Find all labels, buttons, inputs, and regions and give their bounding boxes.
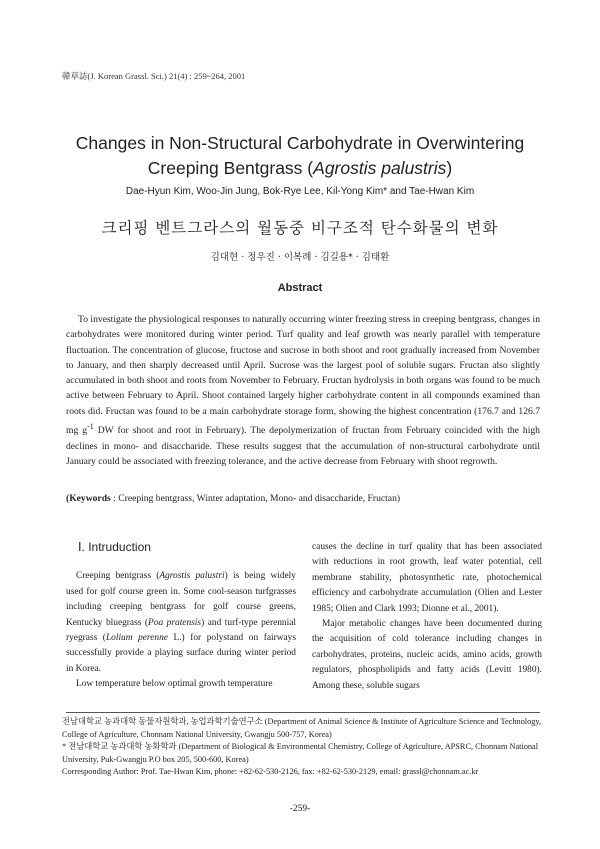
keywords-label: (Keywords (66, 493, 111, 504)
footnote-affiliation-2: * 전남대학교 농과대학 농화학과 (Department of Biological & Environmental Chemistry, College of Agriculture, APSRC, Chonnam National University, Puk-Gwangju P.O box 205, 500-600, Korea) (62, 742, 539, 764)
right-paragraph-1: causes the decline in turf quality that has been associated with reductions in root growth, leaf water potential, cell membrane stability, photosynthetic rate, photochemical efficiency and carbohydrate accumulation (Olien and Lester 1985; Olien and Clark 1993; Dionne et al., 2001). (312, 542, 542, 614)
authors-english: Dae-Hyun Kim, Woo-Jin Jung, Bok-Rye Lee, Kil-Yong Kim* and Tae-Hwan Kim (125, 186, 475, 197)
paper-title-line2 (30, 158, 570, 179)
species-lolium: Lolium perenne (105, 633, 168, 644)
left-column (66, 540, 296, 693)
abstract-heading: Abstract (277, 282, 323, 294)
intro-paragraph-1 (66, 569, 296, 677)
abstract-text-part2: DW for shoot and root in February). The depolymerization of fructan from February coincided with the high declines in mono- and disaccharide. These results suggest that the accumulation of non-structural carbohydrate until January could be associated with freezing tolerance, and the active decrease from February with shoot regrowth. (66, 425, 540, 467)
footnote-corresponding-author: Corresponding Author: Prof. Tae-Hwan Kim, phone: +82-62-530-2126, fax: +82-62-530-2129, email: grassl@chonnam.ac.kr (62, 767, 479, 776)
footnote-divider (66, 712, 540, 713)
right-column (312, 540, 542, 694)
paper-title-line1: Changes in Non-Structural Carbohydrate in Overwintering (75, 133, 525, 153)
page-number: -259- (289, 804, 311, 814)
right-paragraph-2: Major metabolic changes have been documented during the acquisition of cold tolerance including changes in carbohydrates, proteins, nucleic acids, amino acids, growth regulators, phospholipids and fatty acids (Levitt 1980). Among these, soluble sugars (312, 619, 542, 691)
title-line2-suffix: ) (446, 158, 453, 178)
species-poa: Poa pratensis (148, 617, 202, 628)
species-agrostis: Agrostis palustri (159, 571, 225, 582)
authors-korean: 김대현 · 정우진 · 이복례 · 김길용* · 김태환 (210, 252, 390, 263)
intro-p1-text-c: ) and turf-type perennial ryegrass ( (66, 617, 296, 644)
abstract-body (66, 312, 540, 469)
keywords (66, 491, 540, 506)
title-species: Agrostis palustris (313, 158, 447, 178)
intro-p1-text-a: Creeping bentgrass ( (76, 571, 160, 582)
intro-p1-text-b: ) is being widely used for golf course green in. Some cool-season turfgrasses including creeping bentgrass for golf course greens, Kentucky bluegrass ( (66, 571, 296, 628)
abstract-superscript: -1 (87, 422, 94, 432)
title-line2-prefix: Creeping Bentgrass ( (147, 158, 314, 178)
keywords-text: : Creeping bentgrass, Winter adaptation, Mono- and disaccharide, Fructan) (110, 493, 401, 504)
footnote-affiliation-1: 전남대학교 농과대학 동물자원학과, 농업과학기술연구소 (Department of Animal Science & Institute of Agriculture Science and Technology, College of Agriculture, Chonnam National University, Gwangju 500-757, Korea) (62, 717, 542, 739)
intro-paragraph-2: Low temperature below optimal growth temperature (76, 679, 273, 690)
paper-title-korean: 크리핑 벤트그라스의 월동중 비구조적 탄수화물의 변화 (101, 219, 499, 237)
abstract-text-part1: To investigate the physiological responses to naturally occurring winter freezing stress in creeping bentgrass, changes in carbohydrates were monitored during winter period. Turf quality and leaf growth was nearly parallel with temperature fluctuation. The concentration of glucose, fructose and sucrose in both shoot and root gradually increased from November to January, and then sharply decreased until April. Sucrose was the largest pool of soluble sugars. Fructan also slightly accumulated in both shoot and roots from November to February. Fructan hydrolysis in both organs was found to be much active between February to April. Shoot contained largely higher carbohydrate content in all compounds examined than roots did. Fructan was found to be a main carbohydrate storage form, showing the highest concentration (176.7 and 126.7 mg g (66, 314, 540, 437)
journal-citation: 韓草誌(J. Korean Grassl. Sci.) 21(4) : 259~264, 2001 (62, 71, 246, 81)
intro-p1-text-d: L.) for polystand on fairways successfully provide a playing surface during winter period in Korea. (66, 633, 296, 674)
section-heading-introduction: Ⅰ. Intruduction (78, 540, 151, 554)
